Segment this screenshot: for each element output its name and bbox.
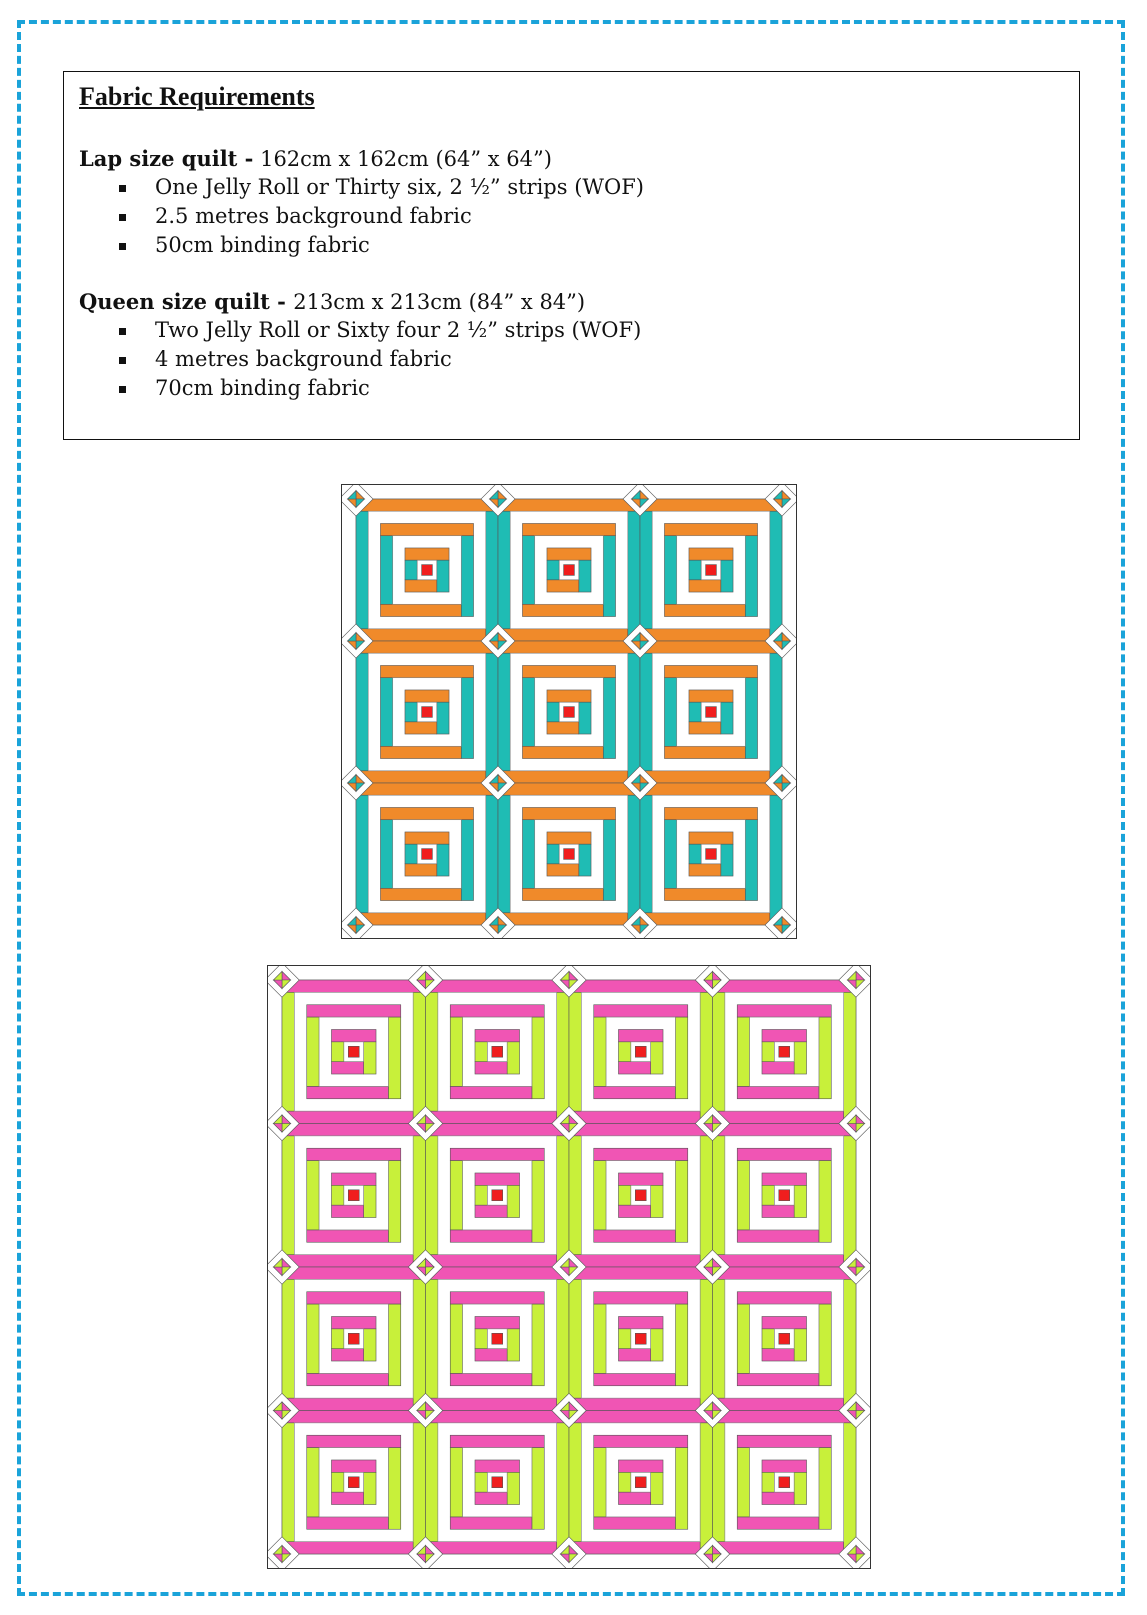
list-item: 2.5 metres background fabric — [119, 202, 644, 231]
lap-size-label: Lap size quilt - — [79, 146, 254, 171]
lap-size-line — [79, 146, 552, 171]
list-item: 70cm binding fabric — [119, 374, 641, 403]
queen-size-dimensions: 213cm x 213cm (84” x 84”) — [293, 290, 586, 314]
queen-size-line — [79, 289, 585, 314]
queen-quilt-diagram — [267, 965, 871, 1569]
queen-size-label: Queen size quilt - — [79, 289, 294, 314]
list-item: One Jelly Roll or Thirty six, 2 ½” strips (WOF) — [119, 173, 644, 202]
lap-size-dimensions: 162cm x 162cm (64” x 64”) — [253, 147, 552, 171]
list-item: 50cm binding fabric — [119, 231, 644, 260]
fabric-requirements-heading: Fabric Requirements — [79, 82, 315, 111]
list-item: Two Jelly Roll or Sixty four 2 ½” strips (WOF) — [119, 316, 641, 345]
lap-requirements-list — [119, 173, 644, 260]
queen-requirements-list — [119, 316, 641, 403]
list-item: 4 metres background fabric — [119, 345, 641, 374]
fabric-requirements-box — [63, 71, 1080, 440]
lap-quilt-diagram — [341, 484, 797, 939]
